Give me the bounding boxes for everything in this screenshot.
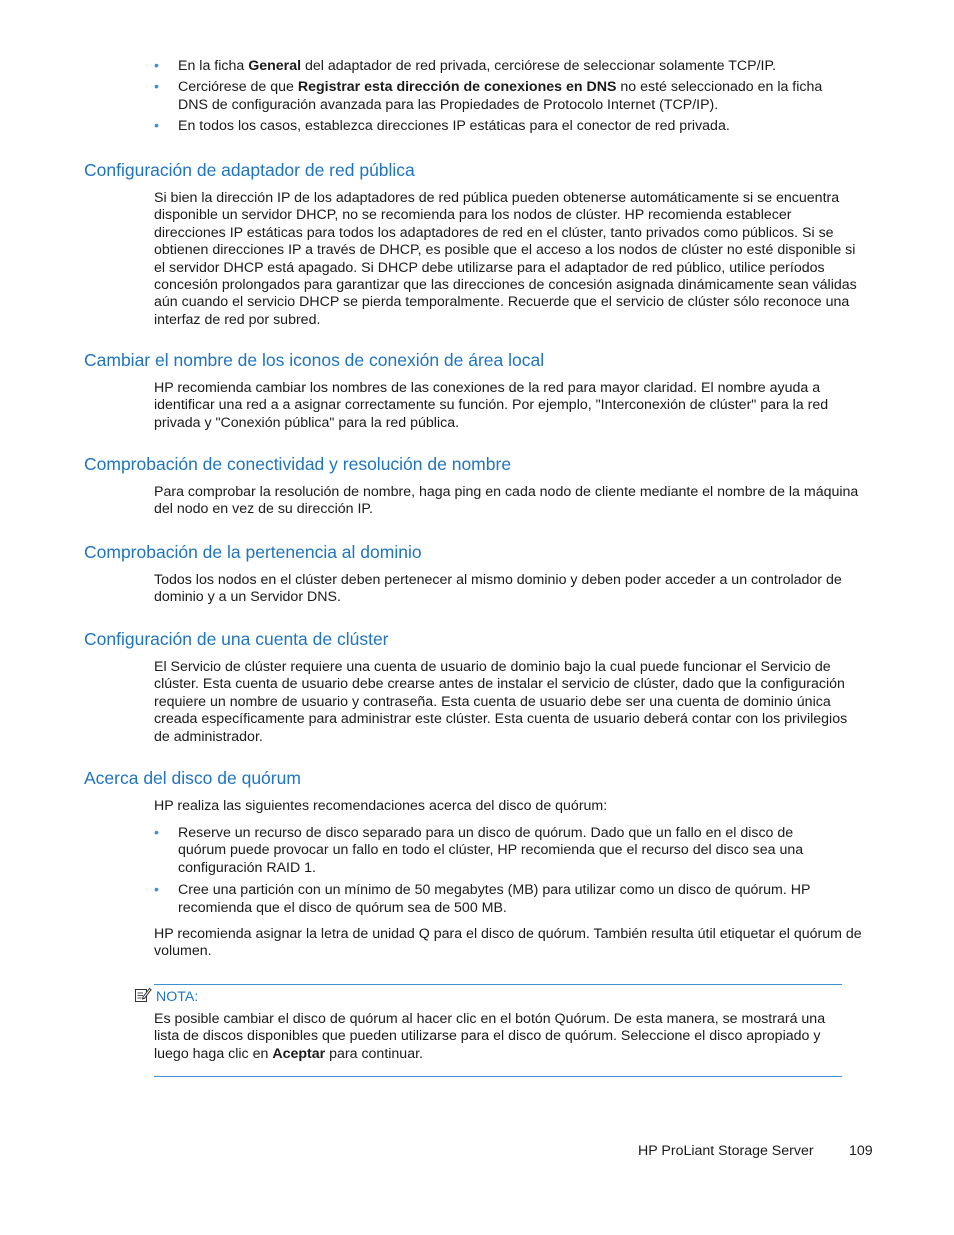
section-heading-rename-icons: Cambiar el nombre de los iconos de conexión de área local	[84, 350, 545, 370]
section-text-rename-icons: HP recomienda cambiar los nombres de las conexiones de la red para mayor claridad. El nombre ayuda a identificar una red a a asignar correctamente su función. Por ejemplo, "Interconexión de clúster" para la red privada y "Conexión pública" para la red pública.	[154, 380, 829, 431]
list-item: • En la ficha General del adaptador de red privada, cerciórese de seleccionar solamente TCP/IP.	[154, 58, 777, 74]
bullet-icon: •	[154, 118, 159, 135]
section-heading-connectivity: Comprobación de conectividad y resolución de nombre	[84, 454, 512, 474]
section-text-domain: Todos los nodos en el clúster deben pertenecer al mismo dominio y deben poder acceder a un controlador de dominio y a un Servidor DNS.	[154, 572, 842, 606]
note-bottom-divider	[154, 1076, 842, 1077]
note-title: NOTA:	[156, 989, 199, 1005]
section-heading-domain: Comprobación de la pertenencia al dominio	[84, 542, 422, 562]
note-top-divider	[154, 984, 842, 985]
section-heading-public-adapter: Configuración de adaptador de red pública	[84, 160, 415, 180]
section-text-public-adapter: Si bien la dirección IP de los adaptadores de red pública pueden obtenerse automáticamente si se encuentra disponible un servidor DHCP, no se recomienda para los nodos de clúster. HP recomienda establecer direcciones IP estáticas para todos los adaptadores de red en el clúster, tanto privados como públicos. Si se obtienen direcciones IP a través de DHCP, es posible que el acceso a los nodos de clúster no esté disponible si el servidor DHCP está apagado. Si DHCP debe utilizarse para el adaptador de red público, utilice períodos concesión prolongados para garantizar que las direcciones de concesión asignada dinámicamente sean válidas aún cuando el servicio DHCP se pierda temporalmente. Recuerde que el servicio de clúster sólo reconoce una interfaz de red por subred.	[154, 190, 857, 328]
bullet-icon: •	[154, 79, 159, 96]
page-number: 109	[849, 1143, 873, 1159]
footer-product-name: HP ProLiant Storage Server	[638, 1143, 814, 1159]
bullet-icon: •	[154, 58, 159, 74]
bullet-icon: •	[154, 825, 159, 841]
bullet-icon: •	[154, 882, 159, 899]
list-item: • Reserve un recurso de disco separado para un disco de quórum. Dado que un fallo en el disco de quórum puede provocar un fallo en todo el clúster, HP recomienda que el recurso del disco sea una configuración RAID 1.	[154, 825, 804, 876]
list-item: • Cree una partición con un mínimo de 50 megabytes (MB) para utilizar como un disco de quórum. HP recomienda que el disco de quórum sea de 500 MB.	[154, 882, 811, 916]
quorum-closing: HP recomienda asignar la letra de unidad Q para el disco de quórum. También resulta útil etiquetar el quórum de volumen.	[154, 926, 862, 960]
note-label	[134, 986, 198, 1009]
list-item: • Cerciórese de que Registrar esta dirección de conexiones en DNS no esté seleccionado en la ficha DNS de configuración avanzada para las Propiedades de Protocolo Internet (TCP/IP).	[154, 79, 823, 113]
quorum-intro: HP realiza las siguientes recomendaciones acerca del disco de quórum:	[154, 798, 608, 814]
note-pencil-icon	[134, 986, 152, 1009]
section-heading-account: Configuración de una cuenta de clúster	[84, 629, 389, 649]
quorum-bullet-list	[154, 825, 824, 921]
section-text-connectivity: Para comprobar la resolución de nombre, haga ping en cada nodo de cliente mediante el nombre de la máquina del nodo en vez de su dirección IP.	[154, 484, 859, 518]
section-text-account: El Servicio de clúster requiere una cuenta de usuario de dominio bajo la cual puede funcionar el Servicio de clúster. Esta cuenta de usuario debe crearse antes de instalar el servicio de clúster, dado que la configuración requiere un nombre de usuario y contraseña. Esta cuenta de usuario debe ser una cuenta de dominio única creada específicamente para administrar este clúster. Esta cuenta de usuario deberá contar con los privilegios de administrador.	[154, 659, 848, 745]
section-heading-quorum: Acerca del disco de quórum	[84, 768, 301, 788]
list-item: • En todos los casos, establezca direcciones IP estáticas para el conector de red privada.	[154, 118, 730, 135]
note-text: Es posible cambiar el disco de quórum al hacer clic en el botón Quórum. De esta manera, se mostrará una lista de discos disponibles que pueden utilizarse para el disco de quórum. Seleccione el disco apropiado y luego haga clic en Aceptar para continuar.	[154, 1011, 826, 1062]
top-bullet-list	[154, 58, 854, 140]
